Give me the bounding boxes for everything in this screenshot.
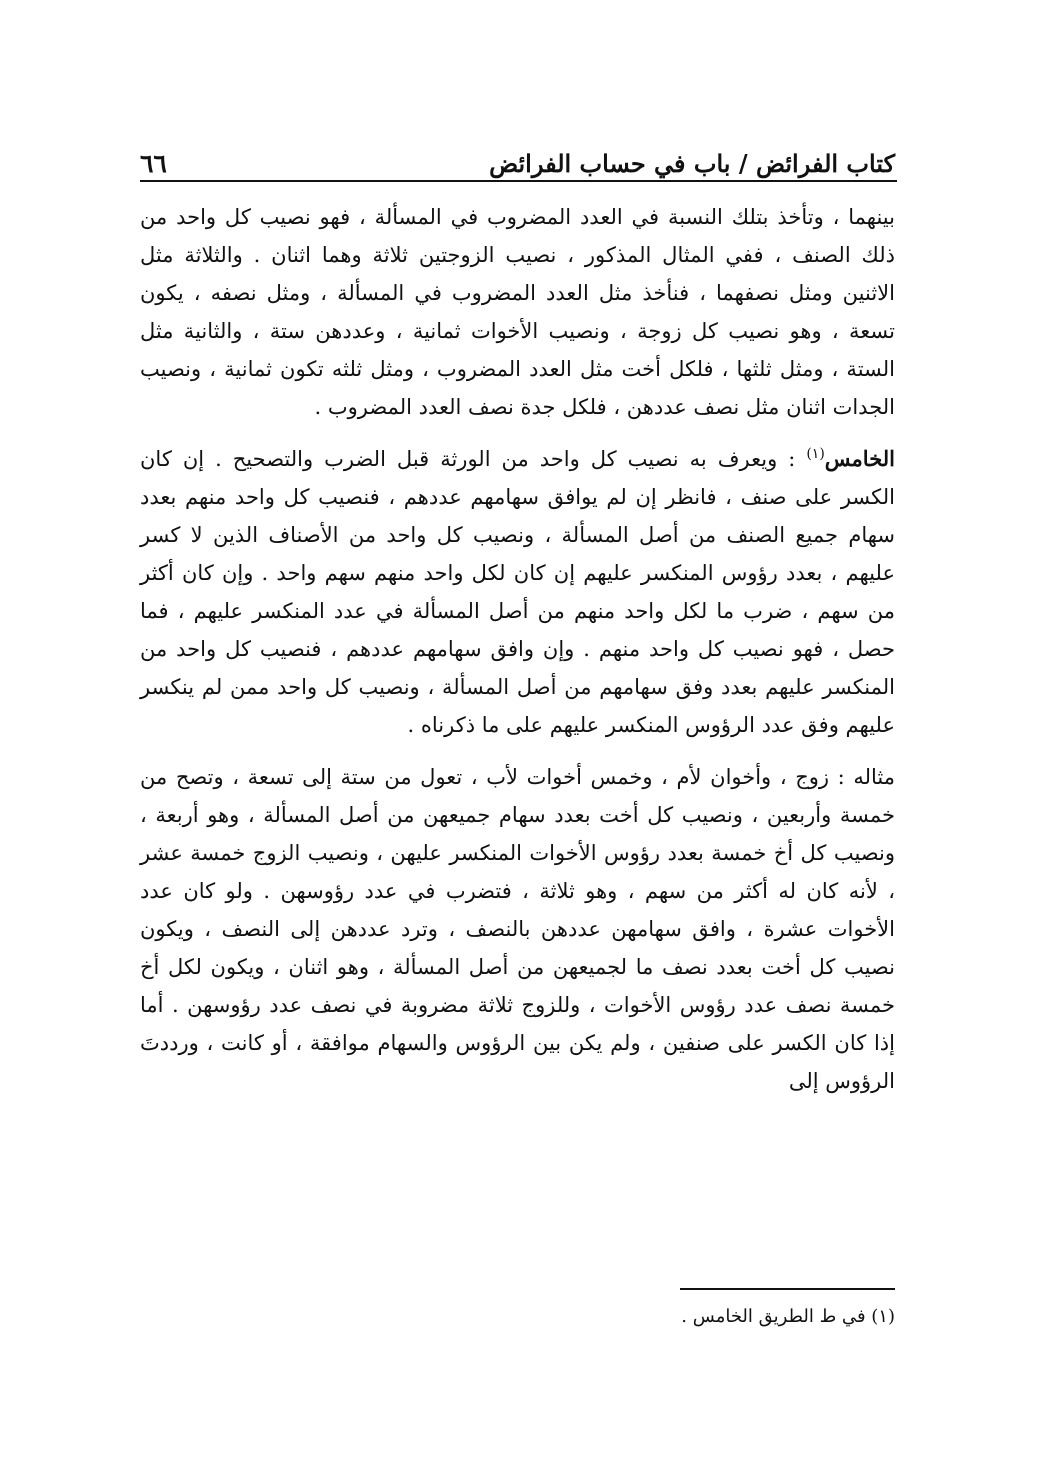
section-heading-fifth: الخامس: [824, 446, 895, 471]
paragraph-3: [140, 758, 895, 1100]
footnote-reference: (١): [806, 446, 825, 462]
page-number: ٦٦: [140, 149, 167, 178]
footnote-rule: [680, 1288, 895, 1290]
paragraph-1-text: بينهما ، وتأخذ بتلك النسبة في العدد المضروب في المسألة ، فهو نصيب كل واحد من ذلك الصنف ، ففي المثال المذكور ، نصيب الزوجتين ثلاثة وهما اثنان . والثلاثة مثل الاثنين ومثل نصفهما ، فنأخذ مثل العدد المضروب في المسألة ، ومثل نصفه ، يكون تسعة ، وهو نصيب كل زوجة ، ونصيب الأخوات ثمانية ، وعددهن ستة ، والثانية مثل الستة ، ومثل ثلثها ، فلكل أخت مثل العدد المضروب ، ومثل ثلثه تكون ثمانية ، ونصيب الجدات اثنان مثل نصف عددهن ، فلكل جدة نصف العدد المضروب .: [140, 205, 895, 419]
paragraph-2-text: : ويعرف به نصيب كل واحد من الورثة قبل الضرب والتصحيح . إن كان الكسر على صنف ، فانظر إن لم يوافق سهامهم عددهم ، فنصيب كل واحد منهم بعدد سهام جميع الصنف من أصل المسألة ، ونصيب كل واحد من الأصناف الذين لا كسر عليهم ، بعدد رؤوس المنكسر عليهم إن كان لكل واحد منهم سهم واحد . وإن كان أكثر من سهم ، ضرب ما لكل واحد منهم من أصل المسألة في عدد المنكسر عليهم ، فما حصل ، فهو نصيب كل واحد منهم . وإن وافق سهامهم عددهم ، فنصيب كل واحد من المنكسر عليهم بعدد وفق سهامهم من أصل المسألة ، ونصيب كل واحد ممن لم ينكسر عليهم وفق عدد الرؤوس المنكسر عليهم على ما ذكرناه .: [140, 447, 895, 737]
main-text: [140, 198, 895, 1114]
paragraph-1: [140, 198, 895, 426]
paragraph-2: [140, 440, 895, 744]
footnote: (١) في ط الطريق الخامس .: [681, 1306, 895, 1327]
running-header: [140, 138, 895, 178]
chapter-title: كتاب الفرائض / باب في حساب الفرائض: [489, 149, 895, 178]
header-rule: [140, 180, 897, 182]
paragraph-3-text: مثاله : زوج ، وأخوان لأم ، وخمس أخوات لأب ، تعول من ستة إلى تسعة ، وتصح من خمسة وأربعين ، ونصيب كل أخت بعدد سهام جميعهن من أصل المسألة ، وهو أربعة ، ونصيب كل أخ خمسة بعدد رؤوس الأخوات المنكسر عليهن ، ونصيب الزوج خمسة عشر ، لأنه كان له أكثر من سهم ، وهو ثلاثة ، فتضرب في عدد رؤوسهن . ولو كان عدد الأخوات عشرة ، وافق سهامهن عددهن بالنصف ، وترد عددهن إلى النصف ، ويكون نصيب كل أخت بعدد نصف ما لجميعهن من أصل المسألة ، وهو اثنان ، ويكون لكل أخ خمسة نصف عدد رؤوس الأخوات ، وللزوج ثلاثة مضروبة في نصف عدد رؤوسهن . أما إذا كان الكسر على صنفين ، ولم يكن بين الرؤوس والسهام موافقة ، أو كانت ، ورددتَ الرؤوس إلى: [140, 765, 895, 1093]
